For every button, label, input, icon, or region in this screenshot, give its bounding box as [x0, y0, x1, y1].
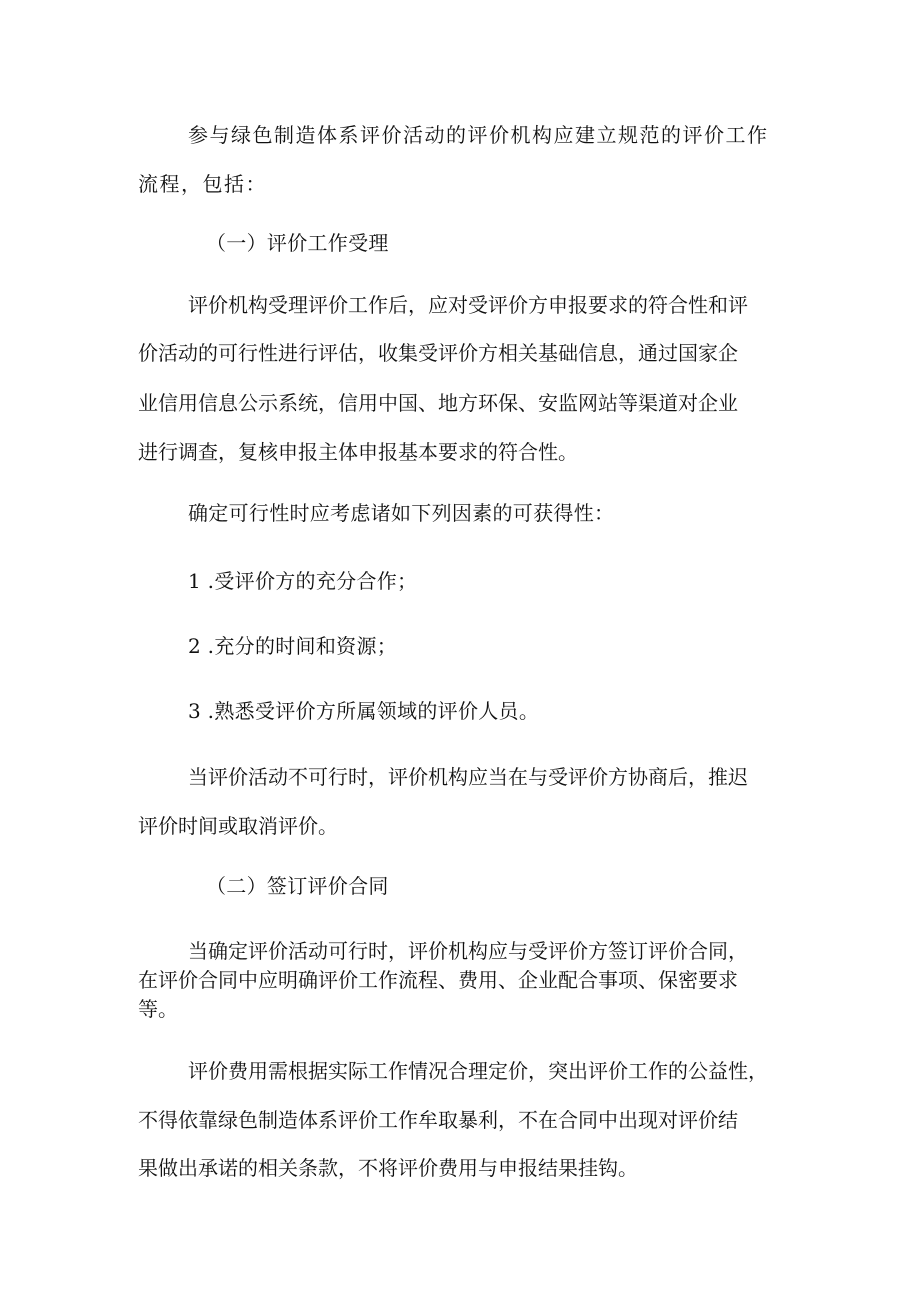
paragraph-line: 参与绿色制造体系评价活动的评价机构应建立规范的评价工作: [188, 123, 769, 147]
paragraph-line: 评价机构受理评价工作后，应对受评价方申报要求的符合性和评: [188, 293, 748, 317]
paragraph-line: 评价时间或取消评价。: [138, 814, 338, 838]
paragraph-line: 流程，包括：: [138, 172, 267, 196]
paragraph-line: 进行调查，复核申报主体申报基本要求的符合性。: [138, 440, 578, 464]
section-heading: （二）签订评价合同: [206, 874, 389, 898]
list-item: 3 .熟悉受评价方所属领域的评价人员。: [188, 699, 540, 723]
paragraph-line: 等。: [138, 997, 178, 1021]
list-item: 1 .受评价方的充分合作；: [188, 569, 418, 593]
paragraph-line: 确定可行性时应考虑诸如下列因素的可获得性：: [188, 501, 615, 525]
section-heading: （一）评价工作受理: [206, 231, 389, 255]
paragraph-line: 评价费用需根据实际工作情况合理定价，突出评价工作的公益性，: [188, 1059, 768, 1083]
paragraph-line: 业信用信息公示系统，信用中国、地方环保、安监网站等渠道对企业: [138, 391, 738, 415]
list-item: 2 .充分的时间和资源；: [188, 634, 398, 658]
paragraph-line: 价活动的可行性进行评估，收集受评价方相关基础信息，通过国家企: [138, 341, 738, 365]
paragraph-line: 不得依靠绿色制造体系评价工作牟取暴利，不在合同中出现对评价结: [138, 1108, 738, 1132]
paragraph-line: 果做出承诺的相关条款，不将评价费用与申报结果挂钩。: [138, 1156, 638, 1180]
paragraph-line: 当评价活动不可行时，评价机构应当在与受评价方协商后，推迟: [188, 765, 748, 789]
paragraph-line: 当确定评价活动可行时，评价机构应与受评价方签订评价合同，: [188, 939, 748, 963]
paragraph-line: 在评价合同中应明确评价工作流程、费用、企业配合事项、保密要求: [138, 968, 738, 992]
